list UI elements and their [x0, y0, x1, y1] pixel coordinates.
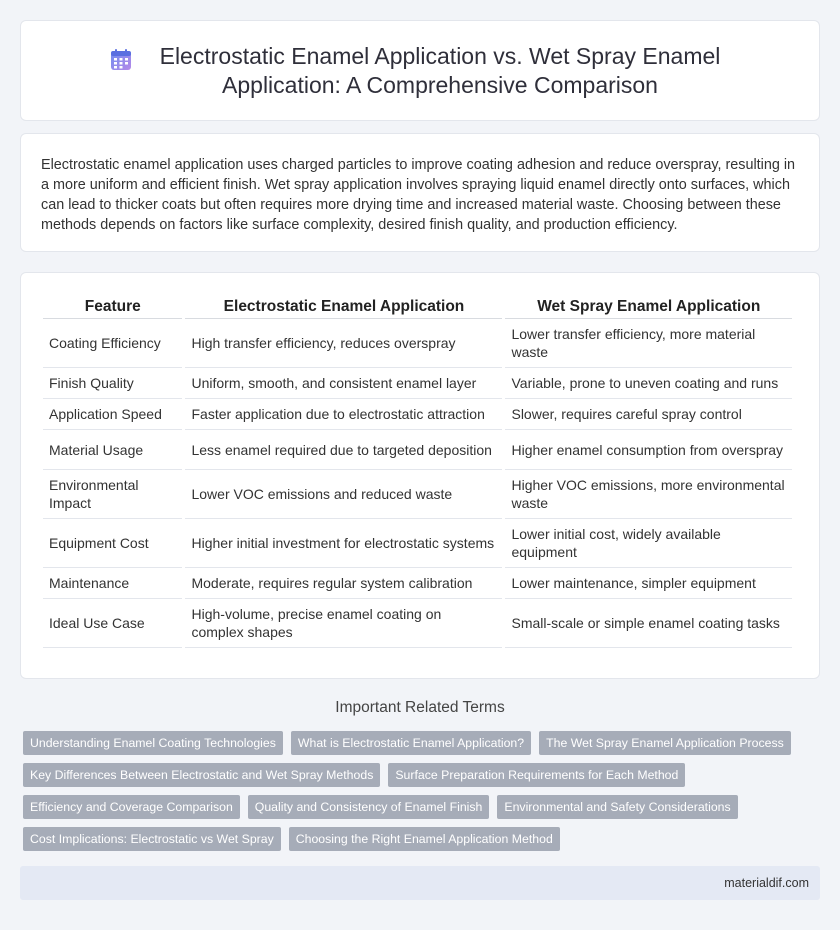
feature-cell: Ideal Use Case — [43, 599, 182, 648]
wet-spray-cell: Variable, prone to uneven coating and runs — [505, 368, 792, 399]
related-term-tag[interactable]: Understanding Enamel Coating Technologies — [23, 731, 283, 755]
electrostatic-cell: Uniform, smooth, and consistent enamel layer — [185, 368, 502, 399]
table-row — [43, 399, 792, 430]
page-title: Electrostatic Enamel Application vs. Wet Spray Enamel Application: A Comprehensive Comparison — [159, 42, 721, 98]
table-row — [43, 519, 792, 568]
related-term-tag[interactable]: What is Electrostatic Enamel Application? — [291, 731, 531, 755]
comparison-card — [20, 272, 820, 679]
footer-site-link[interactable]: materialdif.com — [724, 876, 809, 890]
related-term-tag[interactable]: Quality and Consistency of Enamel Finish — [248, 795, 490, 819]
electrostatic-cell: Moderate, requires regular system calibration — [185, 568, 502, 599]
wet-spray-cell: Higher enamel consumption from overspray — [505, 430, 792, 470]
table-header-row — [43, 295, 792, 319]
intro-card — [20, 133, 820, 252]
wet-spray-cell: Small-scale or simple enamel coating tasks — [505, 599, 792, 648]
related-terms-heading: Important Related Terms — [335, 699, 505, 716]
electrostatic-cell: Lower VOC emissions and reduced waste — [185, 470, 502, 519]
electrostatic-cell: Faster application due to electrostatic attraction — [185, 399, 502, 430]
related-term-tag[interactable]: Cost Implications: Electrostatic vs Wet Spray — [23, 827, 281, 851]
header-feature: Feature — [43, 295, 182, 319]
electrostatic-cell: Higher initial investment for electrostatic systems — [185, 519, 502, 568]
table-row — [43, 430, 792, 470]
intro-paragraph: Electrostatic enamel application uses charged particles to improve coating adhesion and reduce overspray, resulting in a more uniform and efficient finish. Wet spray application involves spraying liquid enamel directly onto surfaces, which can lead to thicker coats but often requires more drying time and increased material waste. Choosing between these methods depends on factors like surface complexity, desired finish quality, and production efficiency. — [41, 157, 796, 233]
table-row — [43, 319, 792, 368]
header-electrostatic: Electrostatic Enamel Application — [185, 295, 502, 319]
related-terms-list — [23, 731, 803, 851]
electrostatic-cell: High-volume, precise enamel coating on complex shapes — [185, 599, 502, 648]
feature-cell: Coating Efficiency — [43, 319, 182, 368]
footer — [20, 866, 820, 900]
header-wet-spray: Wet Spray Enamel Application — [505, 295, 792, 319]
feature-cell: Material Usage — [43, 430, 182, 470]
table-row — [43, 470, 792, 519]
electrostatic-cell: High transfer efficiency, reduces overspray — [185, 319, 502, 368]
wet-spray-cell: Lower initial cost, widely available equipment — [505, 519, 792, 568]
wet-spray-cell: Lower maintenance, simpler equipment — [505, 568, 792, 599]
related-term-tag[interactable]: Efficiency and Coverage Comparison — [23, 795, 240, 819]
title-card — [20, 20, 820, 121]
related-term-tag[interactable]: Surface Preparation Requirements for Each Method — [388, 763, 685, 787]
wet-spray-cell: Slower, requires careful spray control — [505, 399, 792, 430]
table-row — [43, 568, 792, 599]
feature-cell: Maintenance — [43, 568, 182, 599]
table-row — [43, 599, 792, 648]
wet-spray-cell: Lower transfer efficiency, more material waste — [505, 319, 792, 368]
related-term-tag[interactable]: The Wet Spray Enamel Application Process — [539, 731, 791, 755]
feature-cell: Equipment Cost — [43, 519, 182, 568]
feature-cell: Finish Quality — [43, 368, 182, 399]
table-row — [43, 368, 792, 399]
related-term-tag[interactable]: Choosing the Right Enamel Application Method — [289, 827, 560, 851]
related-term-tag[interactable]: Key Differences Between Electrostatic and Wet Spray Methods — [23, 763, 380, 787]
electrostatic-cell: Less enamel required due to targeted deposition — [185, 430, 502, 470]
wet-spray-cell: Higher VOC emissions, more environmental waste — [505, 470, 792, 519]
comparison-table — [40, 295, 795, 648]
feature-cell: Environmental Impact — [43, 470, 182, 519]
related-term-tag[interactable]: Environmental and Safety Considerations — [497, 795, 737, 819]
feature-cell: Application Speed — [43, 399, 182, 430]
